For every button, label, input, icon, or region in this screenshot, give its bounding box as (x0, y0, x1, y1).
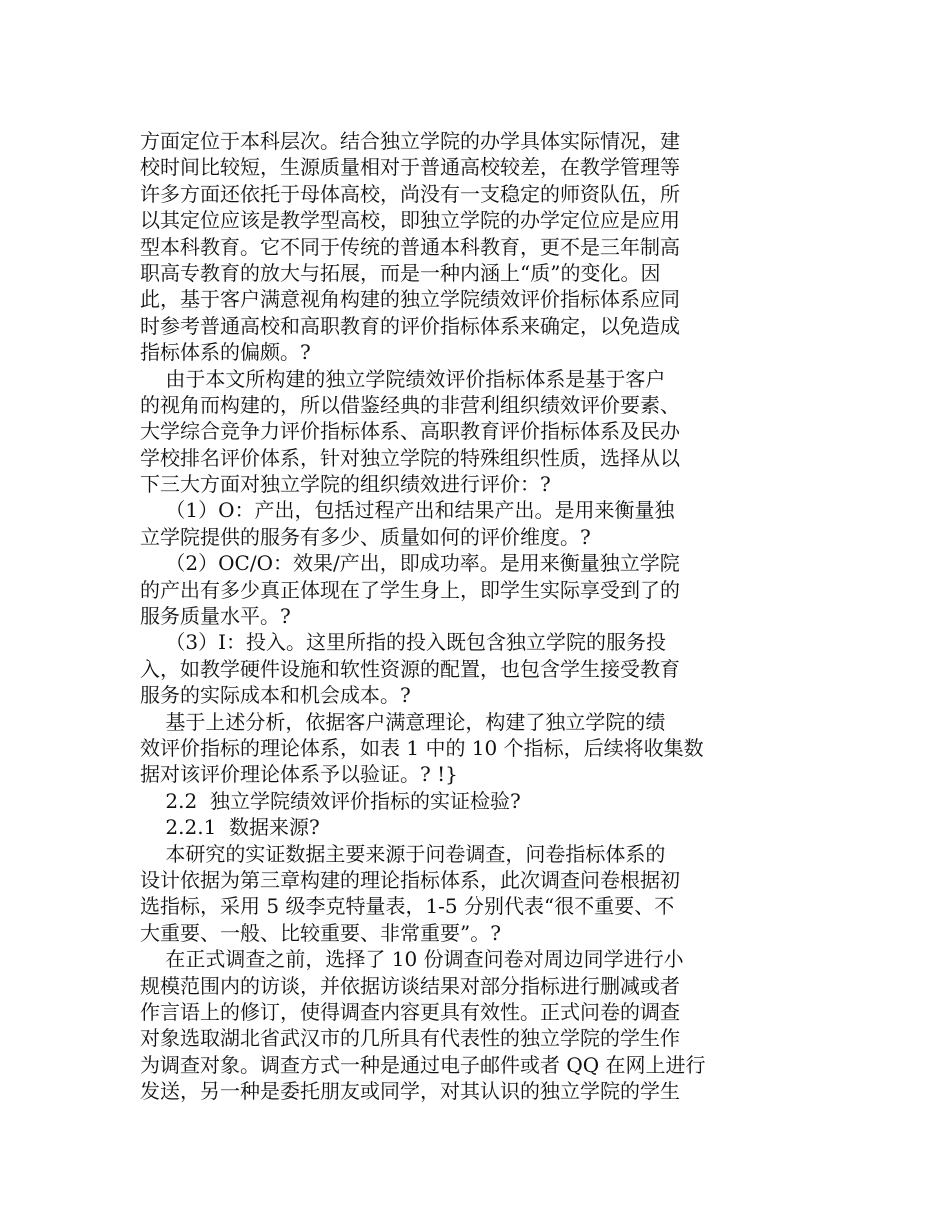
text-line: 许多方面还依托于母体高校，尚没有一支稳定的师资队伍，所 (140, 181, 680, 206)
text-line: 立学院提供的服务有多少、质量如何的评价维度。? (140, 524, 591, 549)
text-line: 服务质量水平。? (140, 604, 291, 629)
text-line: 基于上述分析，依据客户满意理论，构建了独立学院的绩 (140, 709, 666, 734)
text-line: 选指标，采用 5 级李克特量表，1-5 分别代表“很不重要、不 (140, 894, 675, 919)
text-line: 为调查对象。调查方式一种是通过电子邮件或者 QQ 在网上进行 (140, 1052, 706, 1077)
text-line: 的产出有多少真正体现在了学生身上，即学生实际享受到了的 (140, 577, 680, 602)
text-line: （1）O：产出，包括过程产出和结果产出。是用来衡量独 (140, 498, 675, 523)
text-line: 作言语上的修订，使得调查内容更具有效性。正式问卷的调查 (140, 999, 680, 1024)
text-line: 据对该评价理论体系予以验证。? !} (140, 762, 458, 787)
text-line: 发送，另一种是委托朋友或同学，对其认识的独立学院的学生 (140, 1079, 680, 1104)
text-line: 由于本文所构建的独立学院绩效评价指标体系是基于客户 (140, 366, 666, 391)
text-line: 型本科教育。它不同于传统的普通本科教育，更不是三年制高 (140, 234, 680, 259)
text-line: 本研究的实证数据主要来源于问卷调查，问卷指标体系的 (140, 841, 666, 866)
subsection-heading: 2.2.1 数据来源? (140, 815, 320, 840)
text-line: 此，基于客户满意视角构建的独立学院绩效评价指标体系应同 (140, 287, 680, 312)
text-line: 校时间比较短，生源质量相对于普通高校较差，在教学管理等 (140, 155, 680, 180)
text-line: 规模范围内的访谈，并依据访谈结果对部分指标进行删减或者 (140, 973, 680, 998)
text-line: 时参考普通高校和高职教育的评价指标体系来确定，以免造成 (140, 313, 680, 338)
text-line: 大重要、一般、比较重要、非常重要”。? (140, 920, 501, 945)
text-line: 服务的实际成本和机会成本。? (140, 683, 411, 708)
text-line: 以其定位应该是教学型高校，即独立学院的办学定位应是应用 (140, 208, 680, 233)
section-heading: 2.2 独立学院绩效评价指标的实证检验? (140, 788, 521, 813)
text-line: 学校排名评价体系，针对独立学院的特殊组织性质，选择从以 (140, 445, 680, 470)
text-line: 入，如教学硬件设施和软性资源的配置，也包含学生接受教育 (140, 656, 680, 681)
text-line: 方面定位于本科层次。结合独立学院的办学具体实际情况，建 (140, 129, 680, 153)
text-line: 职高专教育的放大与拓展，而是一种内涵上“质”的变化。因 (140, 260, 661, 285)
text-line: 在正式调查之前，选择了 10 份调查问卷对周边同学进行小 (140, 947, 684, 972)
text-line: 大学综合竞争力评价指标体系、高职教育评价指标体系及民办 (140, 419, 680, 444)
body-text (140, 128, 740, 1104)
text-line: 设计依据为第三章构建的理论指标体系，此次调查问卷根据初 (140, 867, 680, 892)
text-line: 下三大方面对独立学院的组织绩效进行评价：? (140, 472, 551, 497)
text-line: 指标体系的偏颇。? (140, 340, 311, 365)
text-line: 对象选取湖北省武汉市的几所具有代表性的独立学院的学生作 (140, 1026, 680, 1051)
text-line: 效评价指标的理论体系，如表 1 中的 10 个指标，后续将收集数 (140, 735, 704, 760)
text-line: （3）I：投入。这里所指的投入既包含独立学院的服务投 (140, 630, 667, 655)
text-line: （2）OC/O：效果/产出，即成功率。是用来衡量独立学院 (140, 551, 680, 576)
text-line: 的视角而构建的，所以借鉴经典的非营利组织绩效评价要素、 (140, 392, 680, 417)
